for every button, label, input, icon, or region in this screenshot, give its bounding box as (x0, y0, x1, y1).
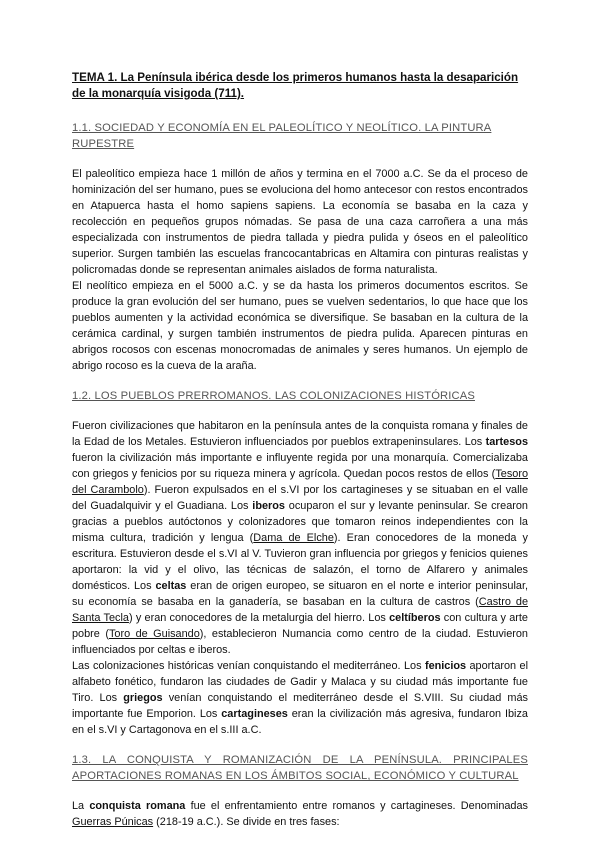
ref-castro-santa-tecla: Castro de Santa Tecla (72, 596, 528, 624)
term-tartesos: tartesos (485, 436, 528, 448)
term-griegos: griegos (123, 692, 163, 704)
text-run: ). Eran conocedores de la moneda y escritura. Estuvieron desde el s.VI al V. Tuvieron gran influencia por griegos y fenicios quienes aportaron: la vid y el olivo, las técnicas de salazón, el torno de Alfarero y animales domésticos. Los (72, 532, 528, 592)
term-celtiberos: celtíberos (389, 612, 441, 624)
section-1-heading: 1.1. SOCIEDAD Y ECONOMÍA EN EL PALEOLÍTICO Y NEOLÍTICO. LA PINTURA RUPESTRE (72, 122, 492, 150)
section-3-body (72, 798, 528, 830)
text-run: con cultura y arte pobre ( (72, 612, 528, 640)
text-run: eran de origen europeo, se situaron en el norte e interior peninsular, su economía se basaba en la ganadería, se basaban en la cultura de castros ( (72, 580, 529, 608)
term-cartagineses: cartagineses (221, 708, 288, 720)
section-2-body (72, 418, 528, 738)
section-1-body (72, 166, 528, 374)
ref-tesoro-carambolo: Tesoro del Carambolo (72, 468, 528, 496)
ref-guerras-punicas: Guerras Púnicas (72, 816, 154, 828)
ref-toro-guisando: Toro de Guisando (108, 628, 200, 640)
paragraph-conquista-romana (72, 798, 528, 830)
paragraph-neolitico: El neolítico empieza en el 5000 a.C. y se da hasta los primeros documentos escritos. Se produce la gran evolución del ser humano, pues se vuelven sedentarios, lo que hace que los pueblos aumenten y la actividad económica se diversifique. Se basaban en la cultura de la cerámica cardinal, y surgen también instrumentos de piedra pulida. Aparecen pinturas en abrigos rocosos con escenas monocromadas de animales y seres humanos. Un ejemplo de abrigo rocoso es la cueva de la araña. (72, 280, 528, 372)
text-run: venían conquistando el mediterráneo desde el S.VIII. Su ciudad más importante fue Emporion. Los (72, 692, 528, 720)
text-run: ocuparon el sur y levante peninsular. Se crearon gracias a pueblos autóctonos y colonizadores que tomaron reinos independientes con la misma cultura, tradición y lengua ( (72, 500, 528, 544)
ref-dama-elche: Dama de Elche (253, 532, 334, 544)
term-celtas: celtas (155, 580, 187, 592)
text-run: ), establecieron Numancia como centro de la ciudad. Estuvieron influenciados por celtas e iberos. (72, 628, 528, 656)
section-3-heading: 1.3. LA CONQUISTA Y ROMANIZACIÓN DE LA PENÍNSULA. PRINCIPALES APORTACIONES ROMANAS EN LOS ÁMBITOS SOCIAL, ECONÓMICO Y CULTURAL (72, 754, 528, 782)
section-2-heading: 1.2. LOS PUEBLOS PRERROMANOS. LAS COLONIZACIONES HISTÓRICAS (72, 390, 475, 402)
text-run: eran la civilización más agresiva, fundaron Ibiza en el s.VI y Cartagonova en el s.III a.C. (72, 708, 528, 736)
paragraph-pueblos-prerromanos (72, 418, 528, 658)
text-run: fue el enfrentamiento entre romanos y cartagineses. Denominadas (185, 800, 528, 812)
term-iberos: iberos (252, 500, 285, 512)
term-conquista-romana: conquista romana (89, 800, 186, 812)
paragraph-paleolitico: El paleolítico empieza hace 1 millón de años y termina en el 7000 a.C. Se da el proceso de hominización del ser humano, pues se evoluciona del homo antecesor con restos encontrados en Atapuerca hasta el homo sapiens sapiens. La economía se basaba en la caza y recolección en pequeños grupos nómadas. Se pasa de una caza carroñera a una más especializada con instrumentos de piedra tallada y piedra pulida y óseos en el paleolítico superior. Surgen también las escuelas francocantabricas en Altamira con pinturas realistas y policromadas donde se representan animales aislados de forma naturalista. (72, 168, 528, 276)
text-run: Las colonizaciones históricas venían conquistando el mediterráneo. Los (72, 660, 425, 672)
text-run: aportaron el alfabeto fonético, fundaron las ciudades de Gadir y Malaca y su ciudad más importante fue Tiro. Los (72, 660, 528, 704)
text-run: La (72, 800, 90, 812)
text-run: ) y eran conocedores de la metalurgia del hierro. Los (128, 612, 390, 624)
text-run: Fueron civilizaciones que habitaron en la península antes de la conquista romana y finales de la Edad de los Metales. Estuvieron influenciados por pueblos extrapeninsulares. Los (72, 420, 528, 448)
text-run: ). Fueron expulsados en el s.VI por los cartagineses y se situaban en el valle del Guadalquivir y el Guadiana. Los (72, 484, 528, 512)
paragraph-colonizaciones (72, 658, 528, 738)
document-title: TEMA 1. La Península ibérica desde los primeros humanos hasta la desaparición de la monarquía visigoda (711). (72, 71, 519, 100)
text-run: fueron la civilización más importante e influyente regida por una monarquía. Comercializaba con griegos y fenicios por su riqueza minera y agrícola. Quedan pocos restos de ellos ( (72, 452, 528, 480)
term-fenicios: fenicios (424, 660, 467, 672)
text-run: (218-19 a.C.). Se divide en tres fases: (153, 816, 340, 828)
